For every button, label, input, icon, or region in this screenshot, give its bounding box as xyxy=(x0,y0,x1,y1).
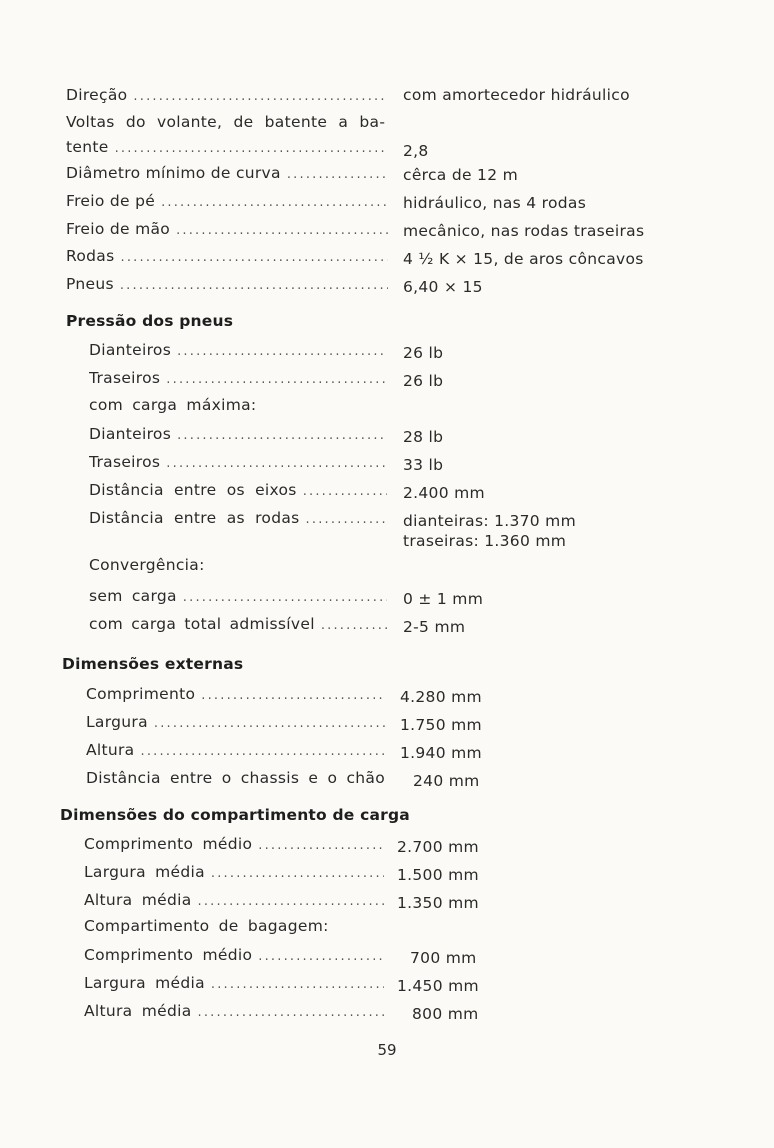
spec-value: 1.500 mm xyxy=(397,866,479,884)
spec-value: 1.940 mm xyxy=(400,744,482,762)
spec-row-distancia-eixos xyxy=(0,479,774,507)
leader-dots xyxy=(321,615,387,637)
spec-value: 4.280 mm xyxy=(400,688,482,706)
spec-label: Largura média xyxy=(84,863,205,881)
spec-label: Freio de pé xyxy=(66,192,156,210)
section-heading-externas: Dimensões externas xyxy=(62,655,244,673)
spec-label: Freio de mão xyxy=(66,220,171,238)
leader-dots xyxy=(306,509,387,531)
spec-row-distancia-rodas xyxy=(0,507,774,535)
leader-dots xyxy=(115,138,388,160)
page-number: 59 xyxy=(377,1041,397,1059)
spec-label: Comprimento médio xyxy=(84,835,253,853)
sub-label-convergencia: Convergência: xyxy=(89,556,205,574)
spec-value: 4 ½ K × 15, de aros côncavos xyxy=(403,250,644,268)
spec-label: com carga total admissível xyxy=(89,615,315,633)
leader-dots xyxy=(258,835,384,857)
leader-dots xyxy=(198,1002,385,1024)
spec-value: 28 lb xyxy=(403,428,444,446)
leader-dots xyxy=(201,685,386,707)
spec-row-rodas xyxy=(0,245,774,273)
spec-row-bagagem-altura xyxy=(0,1000,774,1028)
spec-label: Comprimento médio xyxy=(84,946,253,964)
leader-dots xyxy=(287,164,388,186)
leader-dots xyxy=(161,192,388,214)
spec-value: com amortecedor hidráulico xyxy=(403,86,630,104)
leader-dots xyxy=(166,453,387,475)
spec-label: Dianteiros xyxy=(89,425,172,443)
section-heading-pressao: Pressão dos pneus xyxy=(66,312,234,330)
spec-value: 1.350 mm xyxy=(397,894,479,912)
spec-row-direcao xyxy=(0,84,774,112)
spec-value: 2.400 mm xyxy=(403,484,485,502)
spec-row-com-carga-total xyxy=(0,613,774,641)
leader-dots xyxy=(211,863,384,885)
spec-row-bagagem-comprimento xyxy=(0,944,774,972)
spec-row-comprimento xyxy=(0,683,774,711)
leader-dots xyxy=(303,481,387,503)
spec-label: Altura xyxy=(86,741,135,759)
leader-dots xyxy=(120,247,388,269)
spec-label-line1: Voltas do volante, de batente a ba- xyxy=(66,113,386,131)
leader-dots xyxy=(154,713,386,735)
spec-label: Distância entre os eixos xyxy=(89,481,297,499)
spec-row-pneus xyxy=(0,273,774,301)
spec-label: Traseiros xyxy=(89,369,161,387)
sub-label-carga-maxima: com carga máxima: xyxy=(89,396,257,414)
spec-value: 33 lb xyxy=(403,456,444,474)
spec-row-bagagem-largura xyxy=(0,972,774,1000)
spec-label: Largura xyxy=(86,713,148,731)
leader-dots xyxy=(140,741,386,763)
leader-dots xyxy=(176,220,388,242)
sub-label-bagagem: Compartimento de bagagem: xyxy=(84,917,329,935)
spec-label: Altura média xyxy=(84,1002,192,1020)
leader-dots xyxy=(166,369,387,391)
leader-dots xyxy=(133,86,388,108)
spec-value: 1.450 mm xyxy=(397,977,479,995)
spec-value: 26 lb xyxy=(403,372,444,390)
spec-row-altura-media xyxy=(0,889,774,917)
spec-value-line2: traseiras: 1.360 mm xyxy=(403,532,567,550)
spec-value: 2.700 mm xyxy=(397,838,479,856)
spec-label: Largura média xyxy=(84,974,205,992)
spec-row-sem-carga xyxy=(0,585,774,613)
spec-row-altura xyxy=(0,739,774,767)
spec-row-largura-media xyxy=(0,861,774,889)
spec-value: 6,40 × 15 xyxy=(403,278,483,296)
spec-value: hidráulico, nas 4 rodas xyxy=(403,194,587,212)
spec-value: dianteiras: 1.370 mm xyxy=(403,512,576,530)
spec-label: sem carga xyxy=(89,587,177,605)
spec-row-diametro xyxy=(0,162,774,190)
spec-row-freio-pe xyxy=(0,190,774,218)
spec-value: mecânico, nas rodas traseiras xyxy=(403,222,645,240)
spec-row-comprimento-medio xyxy=(0,833,774,861)
spec-value: 240 mm xyxy=(413,772,480,790)
spec-value: 700 mm xyxy=(410,949,477,967)
spec-label: Rodas xyxy=(66,247,115,265)
spec-row-largura xyxy=(0,711,774,739)
spec-value: 26 lb xyxy=(403,344,444,362)
spec-row-traseiros-carga xyxy=(0,451,774,479)
spec-label: Direção xyxy=(66,86,128,104)
leader-dots xyxy=(183,587,387,609)
spec-value: cêrca de 12 m xyxy=(403,166,518,184)
leader-dots xyxy=(177,341,387,363)
spec-label: Traseiros xyxy=(89,453,161,471)
spec-row-distancia-chao xyxy=(0,767,774,795)
spec-row-dianteiros xyxy=(0,339,774,367)
spec-value: 2-5 mm xyxy=(403,618,466,636)
spec-row-traseiros xyxy=(0,367,774,395)
spec-label: Altura média xyxy=(84,891,192,909)
spec-value: 800 mm xyxy=(412,1005,479,1023)
spec-label: tente xyxy=(66,138,109,156)
leader-dots xyxy=(177,425,387,447)
spec-label: Pneus xyxy=(66,275,114,293)
leader-dots xyxy=(198,891,385,913)
spec-value: 0 ± 1 mm xyxy=(403,590,484,608)
spec-value: 1.750 mm xyxy=(400,716,482,734)
spec-label: Comprimento xyxy=(86,685,196,703)
section-heading-carga: Dimensões do compartimento de carga xyxy=(60,806,410,824)
spec-row-freio-mao xyxy=(0,218,774,246)
spec-label: Distância entre as rodas xyxy=(89,509,300,527)
spec-value: 2,8 xyxy=(403,142,429,160)
spec-label: Dianteiros xyxy=(89,341,172,359)
spec-label: Diâmetro mínimo de curva xyxy=(66,164,281,182)
spec-row-dianteiros-carga xyxy=(0,423,774,451)
spec-row-voltas xyxy=(0,136,774,164)
leader-dots xyxy=(120,275,388,297)
spec-label: Distância entre o chassis e o chão xyxy=(86,769,386,787)
leader-dots xyxy=(211,974,384,996)
leader-dots xyxy=(258,946,384,968)
